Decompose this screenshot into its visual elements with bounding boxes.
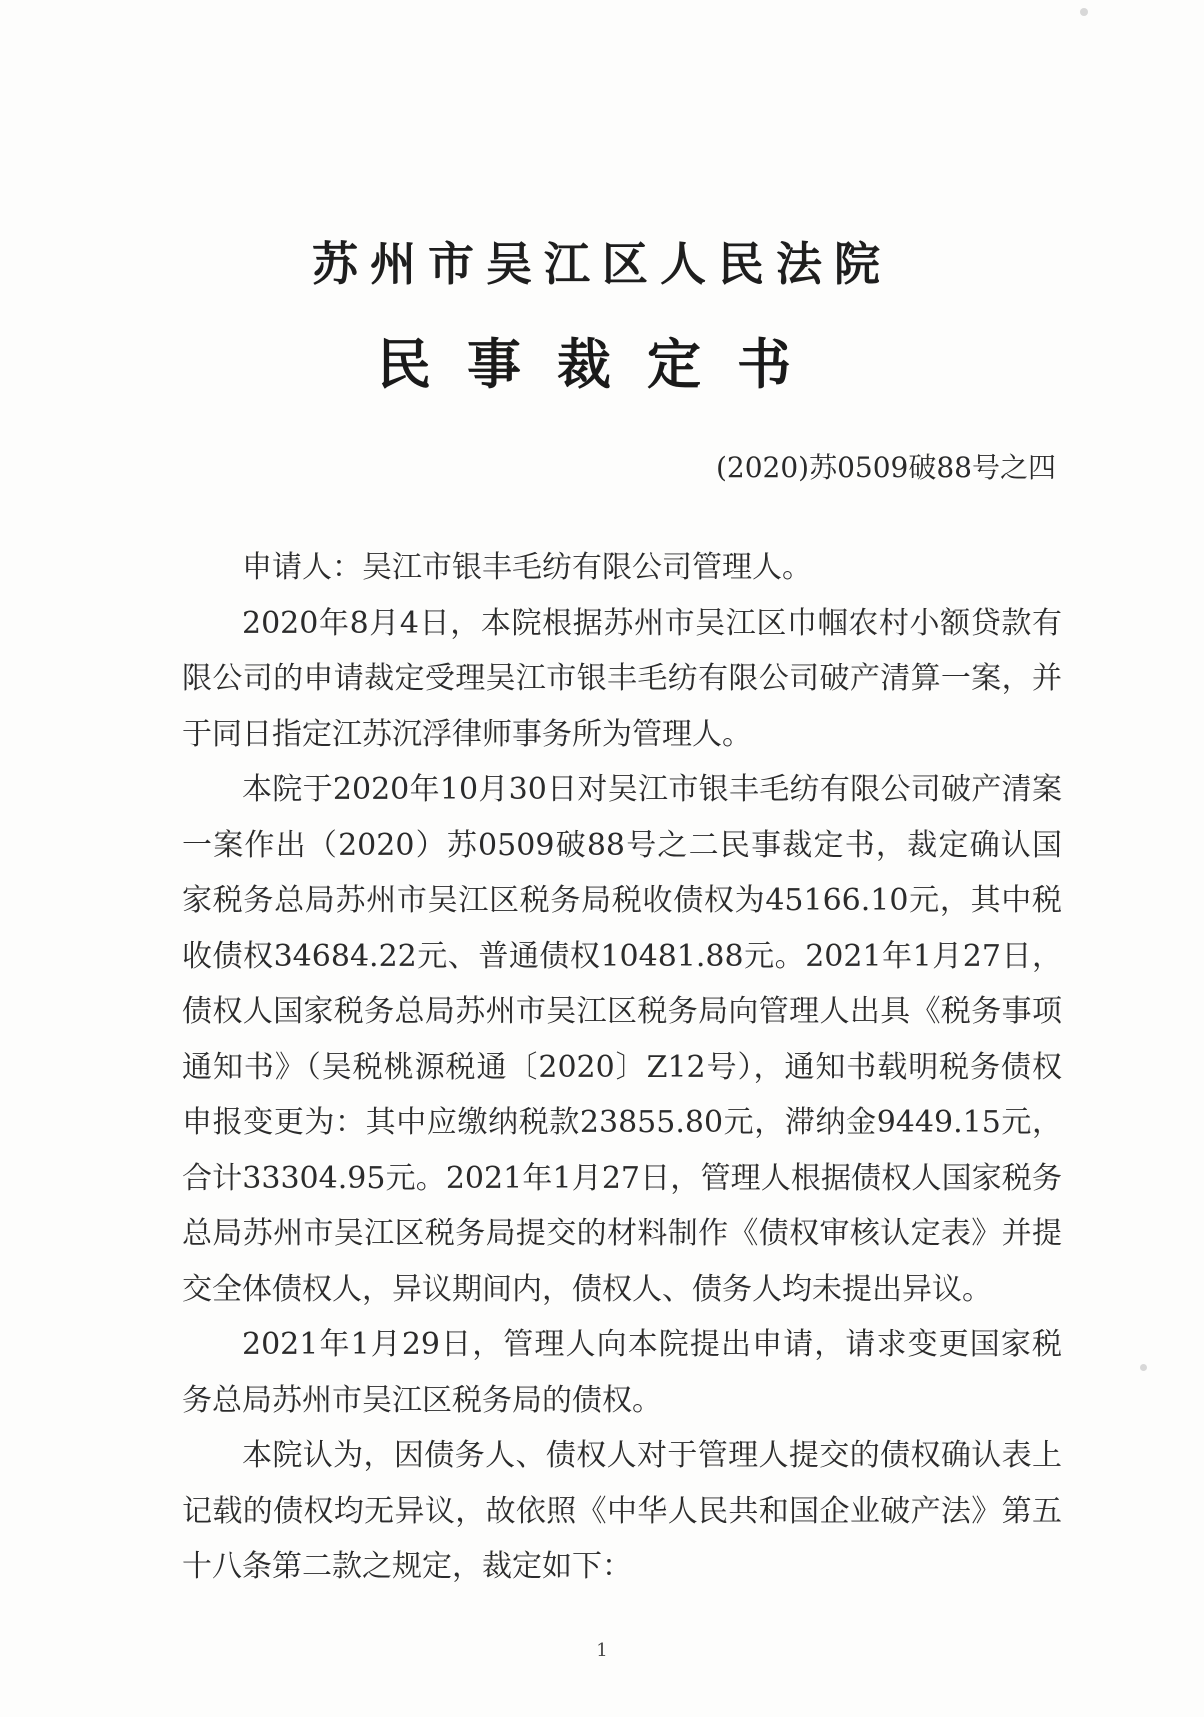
claim-details-paragraph: 本院于2020年10月30日对吴江市银丰毛纺有限公司破产清案一案作出（2020）苏0509破88号之二民事裁定书，裁定确认国家税务总局苏州市吴江区税务局税收债权为45166.10元，其中税收债权34684.22元、普通债权10481.88元。2021年1月27日，债权人国家税务总局苏州市吴江区税务局向管理人出具《税务事项通知书》（吴税桃源税通〔2020〕Z12号），通知书载明税务债权申报变更为：其中应缴纳税款23855.80元，滞纳金9449.15元，合计33304.95元。2021年1月27日，管理人根据债权人国家税务总局苏州市吴江区税务局提交的材料制作《债权审核认定表》并提交全体债权人，异议期间内，债权人、债务人均未提出异议。 — [182, 772, 1062, 1307]
applicant-paragraph: 申请人：吴江市银丰毛纺有限公司管理人。 — [242, 550, 812, 585]
case-number: (2020)苏0509破88号之四 — [716, 451, 1056, 484]
application-paragraph: 2021年1月29日，管理人向本院提出申请，请求变更国家税务总局苏州市吴江区税务局的债权。 — [182, 1327, 1062, 1418]
page-number: 1 — [596, 1640, 608, 1661]
document-title: 民事裁定书 — [377, 332, 827, 396]
scan-artifact — [1140, 1364, 1147, 1371]
court-name: 苏州市吴江区人民法院 — [312, 237, 892, 291]
acceptance-paragraph: 2020年8月4日，本院根据苏州市吴江区巾帼农村小额贷款有限公司的申请裁定受理吴江市银丰毛纺有限公司破产清算一案，并于同日指定江苏沉浮律师事务所为管理人。 — [182, 605, 1062, 752]
court-opinion-paragraph: 本院认为，因债务人、债权人对于管理人提交的债权确认表上记载的债权均无异议，故依照《中华人民共和国企业破产法》第五十八条第二款之规定，裁定如下： — [182, 1438, 1062, 1584]
scan-artifact — [1080, 8, 1088, 16]
ruling-body — [182, 540, 1062, 1595]
